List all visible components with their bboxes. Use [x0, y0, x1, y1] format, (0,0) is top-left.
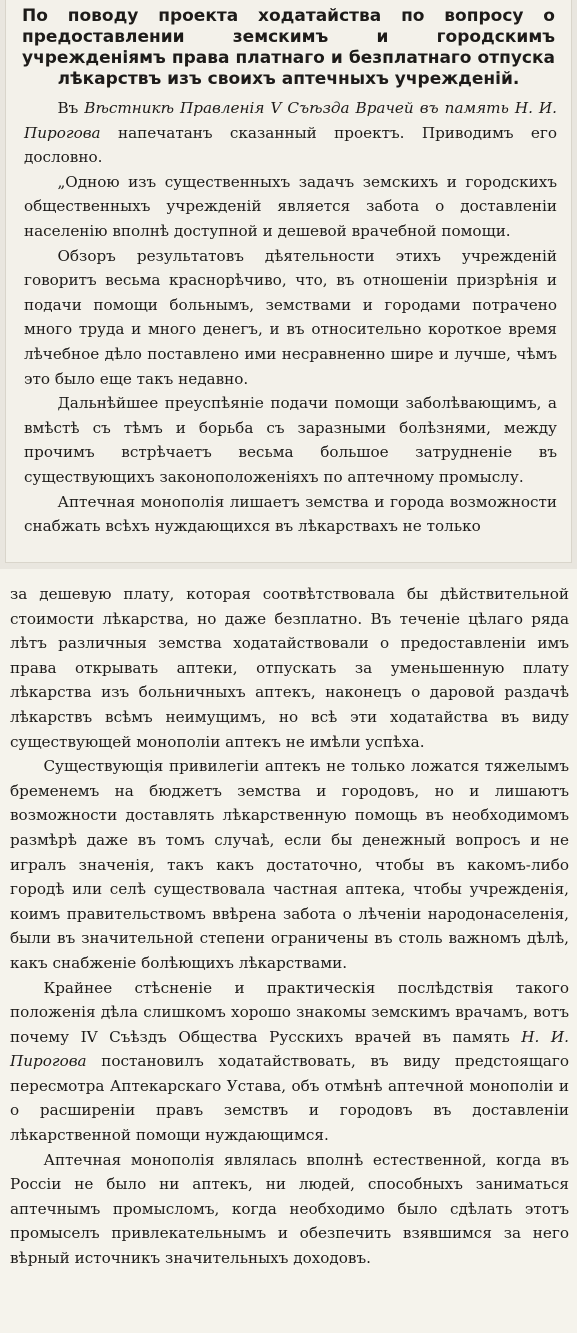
bottom-clipping [0, 569, 577, 1333]
intro-after: напечатанъ сказанный проектъ. Приводимъ его дословно. [24, 123, 557, 167]
congress-before: Крайнее стѣсненіе и практическія послѣдствія такого положенія дѣла слишкомъ хорошо знакомы земскимъ врачамъ, вотъ почему IV Съѣздъ Общества Русскихъ врачей въ память [10, 978, 569, 1046]
quote-paragraph-4: Аптечная монополія лишаетъ земства и города возможности снабжать всѣхъ нуждающихся въ лѣкарствахъ не только [24, 492, 557, 536]
privileges-paragraph: Существующія привилегіи аптекъ не только ложатся тяжелымъ бременемъ на бюджетъ земства и городовъ, но и лишаютъ возможности доставлять лѣкарственную помощь въ необходимомъ размѣрѣ даже въ томъ случаѣ, если бы денежный вопросъ и не игралъ значенія, такъ какъ достаточно, чтобы въ какомъ-либо городѣ или селѣ существовала частная аптека, чтобы учрежденія, коимъ правительствомъ ввѣрена забота о лѣченіи народонаселенія, были въ значительной степени ограничены въ столь важномъ дѣлѣ, какъ снабженіе болѣющихъ лѣкарствами. [10, 757, 569, 972]
quote-paragraph-2: Обзоръ результатовъ дѣятельности этихъ учрежденій говоритъ весьма краснорѣчиво, что, въ отношеніи призрѣнія и подачи помощи больнымъ, земствами и городами потрачено много труда и много денегъ, и въ относительно короткое время лѣчебное дѣло поставлено ими несравненно шире и лучше, чѣмъ это было еще такъ недавно. [24, 246, 557, 388]
journal-name: Вѣстникѣ Правленія V Съѣзда Врачей въ память Н. И. Пирогова [24, 99, 557, 142]
bottom-text-block [0, 569, 577, 1271]
congress-after: постановилъ ходатайствовать, въ виду предстоящаго пересмотра Аптекарскаго Устава, объ отмѣнѣ аптечной монополіи и о расширеніи правъ земствъ и городовъ въ доставленіи лѣкарственной помощи нуждающимся. [10, 1052, 569, 1145]
intro-paragraph [24, 96, 557, 170]
congress-paragraph [10, 976, 569, 1148]
pirogov-name: Н. И. Пирогова [10, 1027, 569, 1071]
quote-paragraph-3: Дальнѣйшее преуспѣяніе подачи помощи заболѣвающимъ, а вмѣстѣ съ тѣмъ и борьба съ заразными болѣзнями, между прочимъ встрѣчаетъ весьма большое затрудненіе въ существующихъ законоположеніяхъ по аптечному промыслу. [24, 394, 557, 486]
top-clipping [6, 0, 571, 562]
continuation-paragraph: за дешевую плату, которая соотвѣтствовала бы дѣйствительной стоимости лѣкарства, но даже безплатно. Въ теченіе цѣлаго ряда лѣтъ различныя земства ходатайствовали о предоставленіи имъ права открывать аптеки, отпускать за уменьшенную плату лѣкарства изъ больничныхъ аптекъ, наконецъ о даровой раздачѣ лѣкарствъ всѣмъ неимущимъ, но всѣ эти ходатайства въ виду существующей монополіи аптекъ не имѣли успѣха. [10, 585, 569, 751]
intro-before: Въ [57, 99, 85, 117]
top-text-block [6, 90, 571, 539]
quote-paragraph-1: „Одною изъ существенныхъ задачъ земскихъ и городскихъ общественныхъ учрежденій является забота о доставленіи населенію вполнѣ доступной и дешевой врачебной помощи. [24, 172, 557, 240]
monopoly-paragraph: Аптечная монополія являлась вполнѣ естественной, когда въ Россіи не было ни аптекъ, ни людей, способныхъ заниматься аптечнымъ промысломъ, когда необходимо было сдѣлать этотъ промыселъ привлекательнымъ и обезпечить взявшимся за него вѣрный источникъ значительныхъ доходовъ. [10, 1150, 569, 1268]
article-title: По поводу проекта ходатайства по вопросу о предоставлении земскимъ и городскимъ учрежденіямъ права платнаго и безплатнаго отпуска лѣкарствъ изъ своихъ аптечныхъ учрежденій. [22, 6, 555, 89]
